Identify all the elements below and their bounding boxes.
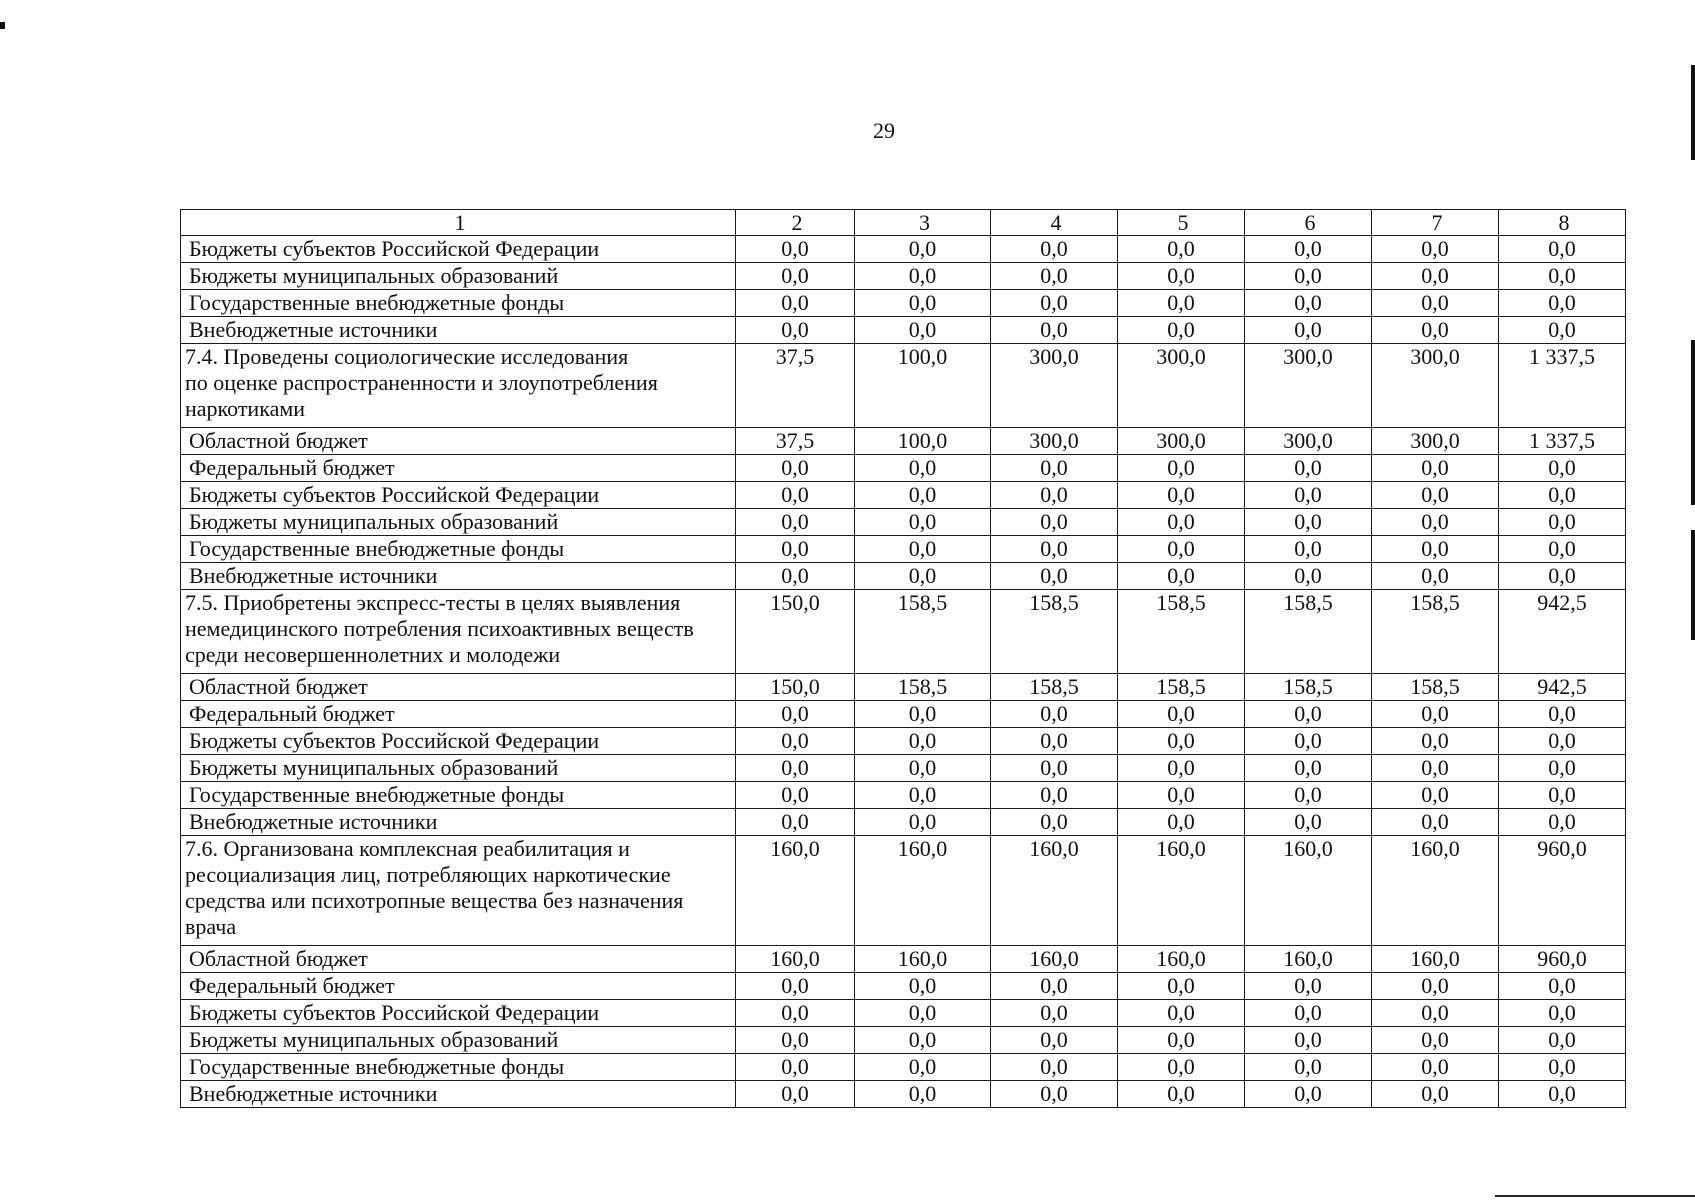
value-cell: 0,0 xyxy=(1245,701,1372,728)
value-cell: 0,0 xyxy=(855,973,991,1000)
value-cell: 0,0 xyxy=(736,755,855,782)
table-row xyxy=(181,701,1626,728)
row-label: Внебюджетные источники xyxy=(181,809,736,836)
value-cell: 0,0 xyxy=(1499,1027,1626,1054)
value-cell: 0,0 xyxy=(736,563,855,590)
value-cell: 0,0 xyxy=(855,317,991,344)
value-cell: 0,0 xyxy=(736,728,855,755)
value-cell: 300,0 xyxy=(991,428,1118,455)
value-cell: 0,0 xyxy=(1118,755,1245,782)
row-label: Государственные внебюджетные фонды xyxy=(181,1054,736,1081)
value-cell: 0,0 xyxy=(1118,509,1245,536)
table-row xyxy=(181,290,1626,317)
value-cell: 158,5 xyxy=(855,590,991,674)
value-cell: 0,0 xyxy=(1118,1000,1245,1027)
row-label: 7.4. Проведены социологические исследования по оценке распространенности и злоупотребления наркотиками xyxy=(181,344,736,428)
row-label: Федеральный бюджет xyxy=(181,455,736,482)
value-cell: 0,0 xyxy=(736,973,855,1000)
value-cell: 160,0 xyxy=(736,946,855,973)
table-row xyxy=(181,728,1626,755)
value-cell: 0,0 xyxy=(991,1000,1118,1027)
value-cell: 0,0 xyxy=(736,236,855,263)
value-cell: 0,0 xyxy=(991,263,1118,290)
row-label: Бюджеты муниципальных образований xyxy=(181,755,736,782)
value-cell: 0,0 xyxy=(736,1027,855,1054)
value-cell: 160,0 xyxy=(1372,836,1499,946)
value-cell: 150,0 xyxy=(736,674,855,701)
value-cell: 0,0 xyxy=(991,563,1118,590)
header-cell: 8 xyxy=(1499,210,1626,236)
row-label: Бюджеты муниципальных образований xyxy=(181,1027,736,1054)
value-cell: 0,0 xyxy=(1245,236,1372,263)
value-cell: 300,0 xyxy=(991,344,1118,428)
value-cell: 0,0 xyxy=(1118,536,1245,563)
value-cell: 0,0 xyxy=(1118,317,1245,344)
value-cell: 0,0 xyxy=(1372,1000,1499,1027)
value-cell: 0,0 xyxy=(1372,236,1499,263)
table-section-row xyxy=(181,590,1626,674)
value-cell: 0,0 xyxy=(855,809,991,836)
value-cell: 0,0 xyxy=(1245,1054,1372,1081)
value-cell: 0,0 xyxy=(1245,290,1372,317)
value-cell: 0,0 xyxy=(1245,536,1372,563)
table-row xyxy=(181,755,1626,782)
value-cell: 158,5 xyxy=(1245,590,1372,674)
value-cell: 0,0 xyxy=(1499,563,1626,590)
value-cell: 0,0 xyxy=(1499,973,1626,1000)
value-cell: 0,0 xyxy=(1118,1027,1245,1054)
value-cell: 160,0 xyxy=(991,836,1118,946)
value-cell: 0,0 xyxy=(991,1027,1118,1054)
value-cell: 0,0 xyxy=(1372,701,1499,728)
value-cell: 0,0 xyxy=(1118,782,1245,809)
value-cell: 0,0 xyxy=(855,482,991,509)
value-cell: 0,0 xyxy=(1245,1027,1372,1054)
row-label: Государственные внебюджетные фонды xyxy=(181,782,736,809)
value-cell: 160,0 xyxy=(736,836,855,946)
header-cell: 2 xyxy=(736,210,855,236)
value-cell: 0,0 xyxy=(991,1081,1118,1108)
value-cell: 158,5 xyxy=(1118,590,1245,674)
value-cell: 0,0 xyxy=(1499,455,1626,482)
value-cell: 0,0 xyxy=(855,536,991,563)
value-cell: 1 337,5 xyxy=(1499,428,1626,455)
value-cell: 160,0 xyxy=(1372,946,1499,973)
value-cell: 158,5 xyxy=(991,590,1118,674)
table-row xyxy=(181,1054,1626,1081)
value-cell: 300,0 xyxy=(1118,428,1245,455)
value-cell: 0,0 xyxy=(991,728,1118,755)
value-cell: 0,0 xyxy=(1372,290,1499,317)
value-cell: 0,0 xyxy=(855,509,991,536)
value-cell: 0,0 xyxy=(991,536,1118,563)
header-cell: 7 xyxy=(1372,210,1499,236)
value-cell: 0,0 xyxy=(1245,563,1372,590)
table-row xyxy=(181,536,1626,563)
value-cell: 0,0 xyxy=(736,317,855,344)
value-cell: 0,0 xyxy=(1118,1081,1245,1108)
value-cell: 0,0 xyxy=(1499,236,1626,263)
value-cell: 0,0 xyxy=(1372,482,1499,509)
value-cell: 0,0 xyxy=(736,290,855,317)
value-cell: 0,0 xyxy=(1118,1054,1245,1081)
row-label: Бюджеты субъектов Российской Федерации xyxy=(181,236,736,263)
header-cell: 5 xyxy=(1118,210,1245,236)
table-body xyxy=(181,210,1626,1108)
value-cell: 0,0 xyxy=(991,509,1118,536)
table-section-row xyxy=(181,344,1626,428)
value-cell: 960,0 xyxy=(1499,836,1626,946)
value-cell: 0,0 xyxy=(1118,290,1245,317)
value-cell: 160,0 xyxy=(1245,836,1372,946)
row-label: Бюджеты субъектов Российской Федерации xyxy=(181,728,736,755)
value-cell: 0,0 xyxy=(1372,728,1499,755)
value-cell: 0,0 xyxy=(1499,509,1626,536)
value-cell: 0,0 xyxy=(736,509,855,536)
value-cell: 0,0 xyxy=(1245,263,1372,290)
value-cell: 0,0 xyxy=(1499,317,1626,344)
value-cell: 300,0 xyxy=(1245,344,1372,428)
value-cell: 0,0 xyxy=(1372,536,1499,563)
value-cell: 0,0 xyxy=(991,782,1118,809)
value-cell: 0,0 xyxy=(736,1000,855,1027)
scan-edge-mark xyxy=(1691,65,1695,160)
header-cell: 1 xyxy=(181,210,736,236)
table-section-row xyxy=(181,836,1626,946)
value-cell: 0,0 xyxy=(736,809,855,836)
value-cell: 0,0 xyxy=(855,728,991,755)
value-cell: 0,0 xyxy=(1499,755,1626,782)
value-cell: 0,0 xyxy=(991,973,1118,1000)
value-cell: 0,0 xyxy=(991,482,1118,509)
table-row xyxy=(181,674,1626,701)
header-cell: 6 xyxy=(1245,210,1372,236)
table-header-row xyxy=(181,210,1626,236)
value-cell: 0,0 xyxy=(855,782,991,809)
value-cell: 0,0 xyxy=(1245,509,1372,536)
value-cell: 0,0 xyxy=(855,701,991,728)
header-cell: 4 xyxy=(991,210,1118,236)
row-label: Внебюджетные источники xyxy=(181,1081,736,1108)
value-cell: 0,0 xyxy=(736,1054,855,1081)
value-cell: 0,0 xyxy=(736,536,855,563)
value-cell: 160,0 xyxy=(1118,946,1245,973)
value-cell: 0,0 xyxy=(736,701,855,728)
value-cell: 0,0 xyxy=(991,317,1118,344)
value-cell: 0,0 xyxy=(1372,809,1499,836)
value-cell: 0,0 xyxy=(1499,263,1626,290)
row-label: Внебюджетные источники xyxy=(181,563,736,590)
row-label: 7.6. Организована комплексная реабилитация и ресоциализация лиц, потребляющих наркотические средства или психотропные вещества без назначения врача xyxy=(181,836,736,946)
value-cell: 0,0 xyxy=(1245,755,1372,782)
value-cell: 0,0 xyxy=(1245,317,1372,344)
value-cell: 0,0 xyxy=(991,809,1118,836)
value-cell: 0,0 xyxy=(1372,263,1499,290)
value-cell: 160,0 xyxy=(991,946,1118,973)
value-cell: 0,0 xyxy=(1499,482,1626,509)
value-cell: 0,0 xyxy=(1499,290,1626,317)
value-cell: 0,0 xyxy=(736,1081,855,1108)
row-label: Бюджеты субъектов Российской Федерации xyxy=(181,1000,736,1027)
value-cell: 0,0 xyxy=(1372,782,1499,809)
budget-table xyxy=(180,209,1626,1108)
value-cell: 0,0 xyxy=(855,755,991,782)
value-cell: 0,0 xyxy=(855,1081,991,1108)
row-label: Областной бюджет xyxy=(181,428,736,455)
page-number: 29 xyxy=(873,118,895,143)
value-cell: 300,0 xyxy=(1118,344,1245,428)
value-cell: 0,0 xyxy=(1118,728,1245,755)
table-row xyxy=(181,973,1626,1000)
value-cell: 942,5 xyxy=(1499,590,1626,674)
row-label: Областной бюджет xyxy=(181,946,736,973)
value-cell: 0,0 xyxy=(1499,1081,1626,1108)
table-row xyxy=(181,946,1626,973)
value-cell: 0,0 xyxy=(1245,455,1372,482)
value-cell: 0,0 xyxy=(1499,728,1626,755)
value-cell: 158,5 xyxy=(991,674,1118,701)
table-row xyxy=(181,428,1626,455)
table-row xyxy=(181,263,1626,290)
value-cell: 0,0 xyxy=(1245,482,1372,509)
value-cell: 1 337,5 xyxy=(1499,344,1626,428)
table-row xyxy=(181,482,1626,509)
value-cell: 0,0 xyxy=(1245,973,1372,1000)
value-cell: 158,5 xyxy=(1372,590,1499,674)
value-cell: 0,0 xyxy=(1372,1054,1499,1081)
value-cell: 0,0 xyxy=(1372,973,1499,1000)
value-cell: 0,0 xyxy=(1245,782,1372,809)
row-label: Бюджеты муниципальных образований xyxy=(181,263,736,290)
value-cell: 0,0 xyxy=(855,263,991,290)
table-row xyxy=(181,1027,1626,1054)
row-label: Государственные внебюджетные фонды xyxy=(181,290,736,317)
value-cell: 0,0 xyxy=(1499,1000,1626,1027)
table-row xyxy=(181,563,1626,590)
value-cell: 160,0 xyxy=(855,836,991,946)
value-cell: 0,0 xyxy=(736,263,855,290)
value-cell: 0,0 xyxy=(855,455,991,482)
value-cell: 0,0 xyxy=(855,236,991,263)
scan-edge-mark xyxy=(1691,530,1695,640)
value-cell: 0,0 xyxy=(855,563,991,590)
value-cell: 0,0 xyxy=(1245,809,1372,836)
value-cell: 0,0 xyxy=(1118,701,1245,728)
value-cell: 0,0 xyxy=(1118,809,1245,836)
row-label: Бюджеты субъектов Российской Федерации xyxy=(181,482,736,509)
value-cell: 37,5 xyxy=(736,344,855,428)
value-cell: 0,0 xyxy=(1499,701,1626,728)
value-cell: 158,5 xyxy=(1372,674,1499,701)
table-row xyxy=(181,509,1626,536)
value-cell: 300,0 xyxy=(1372,428,1499,455)
value-cell: 0,0 xyxy=(1245,1081,1372,1108)
scan-edge-mark xyxy=(1691,340,1695,505)
value-cell: 0,0 xyxy=(1118,236,1245,263)
value-cell: 0,0 xyxy=(1499,536,1626,563)
value-cell: 0,0 xyxy=(855,1054,991,1081)
header-cell: 3 xyxy=(855,210,991,236)
row-label: 7.5. Приобретены экспресс-тесты в целях выявления немедицинского потребления психоактивных веществ среди несовершеннолетних и молодежи xyxy=(181,590,736,674)
value-cell: 0,0 xyxy=(855,290,991,317)
value-cell: 0,0 xyxy=(855,1000,991,1027)
value-cell: 0,0 xyxy=(1118,973,1245,1000)
scan-edge-mark xyxy=(1495,1195,1695,1197)
value-cell: 0,0 xyxy=(1372,455,1499,482)
value-cell: 0,0 xyxy=(1372,509,1499,536)
value-cell: 158,5 xyxy=(1118,674,1245,701)
value-cell: 150,0 xyxy=(736,590,855,674)
value-cell: 0,0 xyxy=(1499,1054,1626,1081)
row-label: Внебюджетные источники xyxy=(181,317,736,344)
value-cell: 300,0 xyxy=(1245,428,1372,455)
value-cell: 0,0 xyxy=(1372,317,1499,344)
value-cell: 942,5 xyxy=(1499,674,1626,701)
value-cell: 0,0 xyxy=(1499,782,1626,809)
value-cell: 160,0 xyxy=(1118,836,1245,946)
value-cell: 0,0 xyxy=(1499,809,1626,836)
value-cell: 158,5 xyxy=(855,674,991,701)
table-row xyxy=(181,782,1626,809)
value-cell: 0,0 xyxy=(736,482,855,509)
table-row xyxy=(181,236,1626,263)
value-cell: 0,0 xyxy=(1245,1000,1372,1027)
value-cell: 158,5 xyxy=(1245,674,1372,701)
value-cell: 0,0 xyxy=(1372,1027,1499,1054)
value-cell: 960,0 xyxy=(1499,946,1626,973)
table-row xyxy=(181,809,1626,836)
value-cell: 0,0 xyxy=(1118,563,1245,590)
row-label: Федеральный бюджет xyxy=(181,973,736,1000)
value-cell: 100,0 xyxy=(855,428,991,455)
row-label: Государственные внебюджетные фонды xyxy=(181,536,736,563)
value-cell: 300,0 xyxy=(1372,344,1499,428)
row-label: Бюджеты муниципальных образований xyxy=(181,509,736,536)
value-cell: 0,0 xyxy=(1118,482,1245,509)
table-row xyxy=(181,1081,1626,1108)
value-cell: 0,0 xyxy=(991,236,1118,263)
table-row xyxy=(181,1000,1626,1027)
value-cell: 0,0 xyxy=(1372,563,1499,590)
value-cell: 100,0 xyxy=(855,344,991,428)
value-cell: 0,0 xyxy=(736,782,855,809)
value-cell: 0,0 xyxy=(855,1027,991,1054)
value-cell: 37,5 xyxy=(736,428,855,455)
value-cell: 0,0 xyxy=(1245,728,1372,755)
table-row xyxy=(181,455,1626,482)
value-cell: 160,0 xyxy=(855,946,991,973)
value-cell: 0,0 xyxy=(1118,263,1245,290)
row-label: Областной бюджет xyxy=(181,674,736,701)
value-cell: 160,0 xyxy=(1245,946,1372,973)
row-label: Федеральный бюджет xyxy=(181,701,736,728)
value-cell: 0,0 xyxy=(991,755,1118,782)
value-cell: 0,0 xyxy=(991,455,1118,482)
value-cell: 0,0 xyxy=(1372,755,1499,782)
value-cell: 0,0 xyxy=(991,290,1118,317)
value-cell: 0,0 xyxy=(1118,455,1245,482)
value-cell: 0,0 xyxy=(991,701,1118,728)
value-cell: 0,0 xyxy=(991,1054,1118,1081)
value-cell: 0,0 xyxy=(736,455,855,482)
value-cell: 0,0 xyxy=(1372,1081,1499,1108)
table-row xyxy=(181,317,1626,344)
scan-artifact xyxy=(0,22,5,29)
